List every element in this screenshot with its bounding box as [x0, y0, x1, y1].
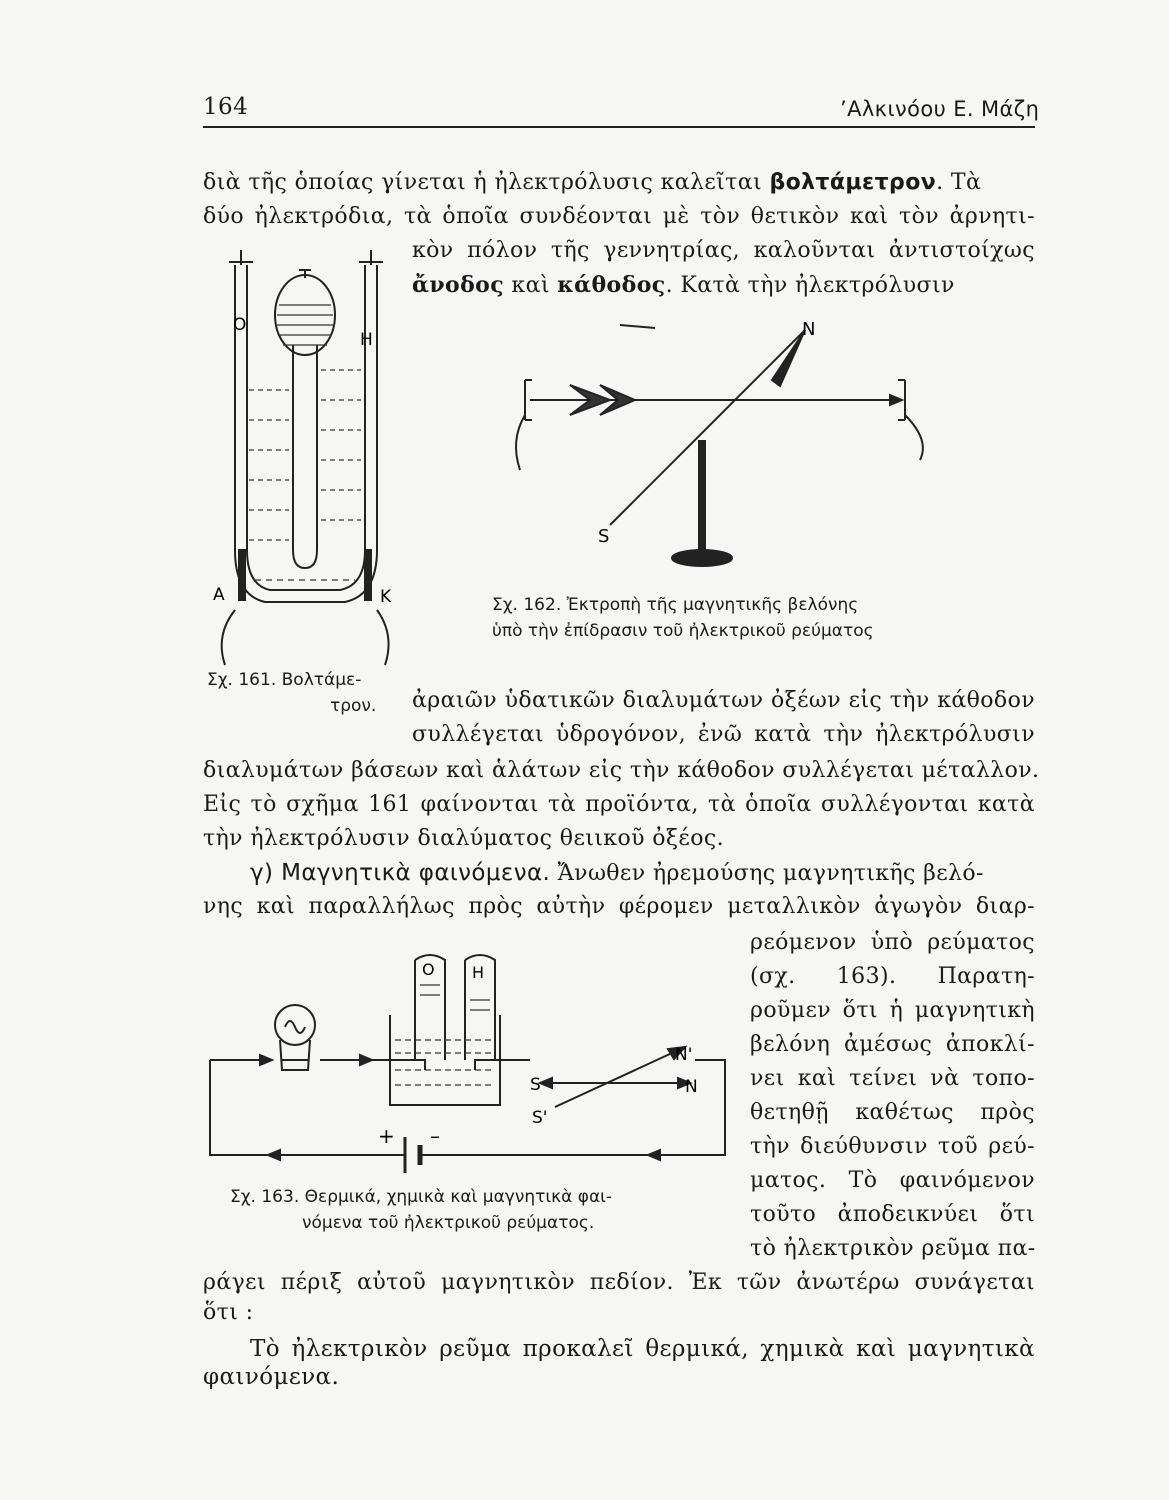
text-line: ὅτι : [203, 1300, 254, 1325]
text-line: ροῦμεν ὅτι ἡ μαγνητικὴ [750, 998, 1035, 1023]
header-rule [203, 126, 1035, 128]
figure-162-needle-deflection [510, 310, 950, 590]
label-k: K [380, 587, 392, 607]
label-plus: + [378, 1124, 395, 1148]
text-line: νει καὶ τείνει νὰ τοπο- [750, 1066, 1035, 1091]
section-heading-magnetic: γ) Μαγνητικὰ φαινόμενα. [250, 860, 551, 886]
figure-162-caption-line2: ὑπὸ τὴν ἐπίδρασιν τοῦ ἠλεκτρικοῦ ρεύματος [492, 621, 874, 641]
figure-163-caption-line2: νόμενα τοῦ ἠλεκτρικοῦ ρεύματος. [302, 1213, 595, 1233]
conclusion-line: φαινόμενα. [203, 1364, 340, 1390]
text-line: θετηθῇ καθέτως πρὸς [750, 1100, 1035, 1125]
figure-161-caption-line1: Σχ. 161. Βολτάμε- [207, 670, 362, 690]
label-s: S [530, 1075, 541, 1095]
conclusion-line: Τὸ ἠλεκτρικὸν ρεῦμα προκαλεῖ θερμικά, χημικὰ καὶ μαγνητικὰ [250, 1336, 1035, 1362]
text-line: βελόνη ἀμέσως ἀποκλί- [750, 1032, 1035, 1057]
text-line: ρεόμενον ὑπὸ ρεύματος [750, 930, 1035, 955]
text-line: τὴν ἠλεκτρόλυσιν διαλύματος θειικοῦ ὀξέος. [203, 826, 724, 851]
text-line: τὴν διεύθυνσιν τοῦ ρεύ- [750, 1134, 1035, 1159]
label-o: O [422, 960, 435, 979]
running-title: ’Αλκινόου Ε. Μάζη [840, 97, 1040, 121]
label-o: O [233, 315, 247, 335]
text-line: (σχ. 163). Παρατη- [750, 964, 1035, 989]
text-line: τοῦτο ἀποδεικνύει ὅτι [750, 1202, 1035, 1227]
text-line: νης καὶ παραλλήλως πρὸς αὐτὴν φέρομεν μεταλλικὸν ἀγωγὸν διαρ- [203, 894, 1035, 919]
text-line: δύο ἠλεκτρόδια, τὰ ὁποῖα συνδέονται μὲ τὸν θετικὸν καὶ τὸν ἀρνητι- [203, 204, 1035, 229]
label-s: S [598, 526, 610, 547]
text-line: ματος. Τὸ φαινόμενον [750, 1168, 1035, 1193]
term-cathode: κάθοδος [557, 272, 666, 298]
figure-163-circuit [200, 945, 740, 1185]
text-line: διὰ τῆς ὁποίας γίνεται ἡ ἠλεκτρόλυσις καλεῖται βολτάμετρον. Τὰ [203, 170, 982, 195]
label-minus: – [430, 1124, 440, 1148]
label-n: N [802, 319, 816, 340]
text-line: ράγει πέριξ αὐτοῦ μαγνητικὸν πεδίον. Ἐκ τῶν ἀνωτέρω συνάγεται [203, 1270, 1035, 1295]
label-s-prime: S' [532, 1108, 548, 1128]
text-line: ἄνοδος καὶ κάθοδος. Κατὰ τὴν ἠλεκτρόλυσιν [412, 272, 955, 298]
text-line: κὸν πόλον τῆς γεννητρίας, καλοῦνται ἀντιστοίχως [412, 238, 1035, 263]
term-voltameter: βολτάμετρον [769, 170, 937, 195]
label-n: N [685, 1077, 698, 1097]
term-anode: ἄνοδος [412, 272, 505, 298]
label-h: H [472, 963, 485, 982]
figure-161-caption-line2: τρον. [330, 696, 377, 716]
text-line: γ) Μαγνητικὰ φαινόμενα. Ἄνωθεν ἠρεμούσης μαγνητικῆς βελό- [250, 860, 984, 886]
page-number: 164 [203, 94, 249, 120]
figure-163-caption-line1: Σχ. 163. Θερμικά, χημικὰ καὶ μαγνητικὰ φαι- [230, 1187, 613, 1207]
label-a: A [213, 585, 225, 605]
figure-161-voltameter [205, 250, 405, 670]
figure-162-caption-line1: Σχ. 162. Ἐκτροπὴ τῆς μαγνητικῆς βελόνης [492, 595, 859, 615]
text-line: διαλυμάτων βάσεων καὶ ἁλάτων εἰς τὴν κάθοδον συλλέγεται μέταλλον. [203, 758, 1040, 783]
label-n-prime: N' [675, 1045, 693, 1065]
text-line: συλλέγεται ὑδρογόνον, ἐνῶ κατὰ τὴν ἠλεκτρόλυσιν [412, 722, 1035, 747]
text-line: Εἰς τὸ σχῆμα 161 φαίνονται τὰ προϊόντα, τὰ ὁποῖα συλλέγονται κατὰ [203, 792, 1035, 817]
text-line: ἀραιῶν ὑδατικῶν διαλυμάτων ὀξέων εἰς τὴν κάθοδον [412, 688, 1035, 713]
label-h: H [360, 330, 373, 350]
text-line: τὸ ἠλεκτρικὸν ρεῦμα πα- [750, 1236, 1036, 1261]
